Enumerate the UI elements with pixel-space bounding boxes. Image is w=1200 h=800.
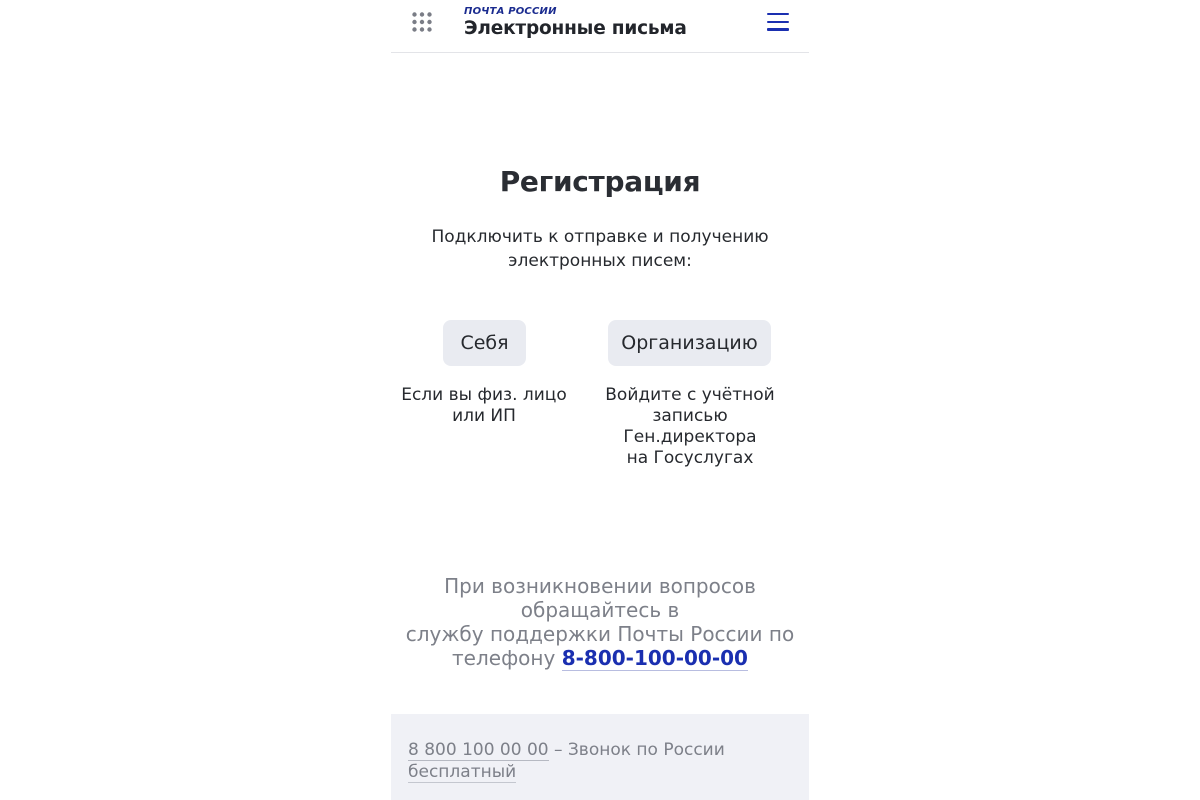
page <box>391 0 809 800</box>
page-subtitle <box>391 225 809 273</box>
description-line: на Госуслугах <box>626 448 754 468</box>
support-phone-prefix: телефону <box>452 646 556 670</box>
register-organization-button[interactable]: Организацию <box>608 320 771 366</box>
description-line: записью Ген.директора <box>623 406 757 447</box>
support-phone-link[interactable]: 8-800-100-00-00 <box>561 646 748 670</box>
footer-free-label: бесплатный <box>408 762 517 782</box>
hamburger-menu-icon[interactable] <box>767 13 789 32</box>
self-option-description <box>401 385 567 427</box>
grid-dots-icon[interactable] <box>412 12 432 32</box>
description-line: или ИП <box>452 406 516 426</box>
header <box>391 0 809 53</box>
support-line: При возникновении вопросов обращайтесь в <box>444 574 756 622</box>
organization-option-description <box>585 385 795 469</box>
description-line: Войдите с учётной <box>605 385 775 405</box>
app-title: Электронные письма <box>464 18 687 39</box>
support-line: службу поддержки Почты России по <box>405 622 795 646</box>
footer-phone-caption: – Звонок по России <box>548 740 725 760</box>
description-line: Если вы физ. лицо <box>401 385 567 405</box>
footer-phone-link[interactable]: 8 800 100 00 00 <box>408 740 549 760</box>
subtitle-line: электронных писем: <box>508 251 692 271</box>
subtitle-line: Подключить к отправке и получению <box>431 227 769 247</box>
page-title: Регистрация <box>499 165 701 198</box>
support-line-phone <box>391 646 809 670</box>
footer <box>391 714 809 800</box>
brand[interactable] <box>464 6 687 40</box>
support-info <box>391 574 809 670</box>
brand-logo: ПОЧТА РОССИИ <box>464 6 557 17</box>
footer-text <box>408 739 788 783</box>
register-self-button[interactable]: Себя <box>443 320 526 366</box>
